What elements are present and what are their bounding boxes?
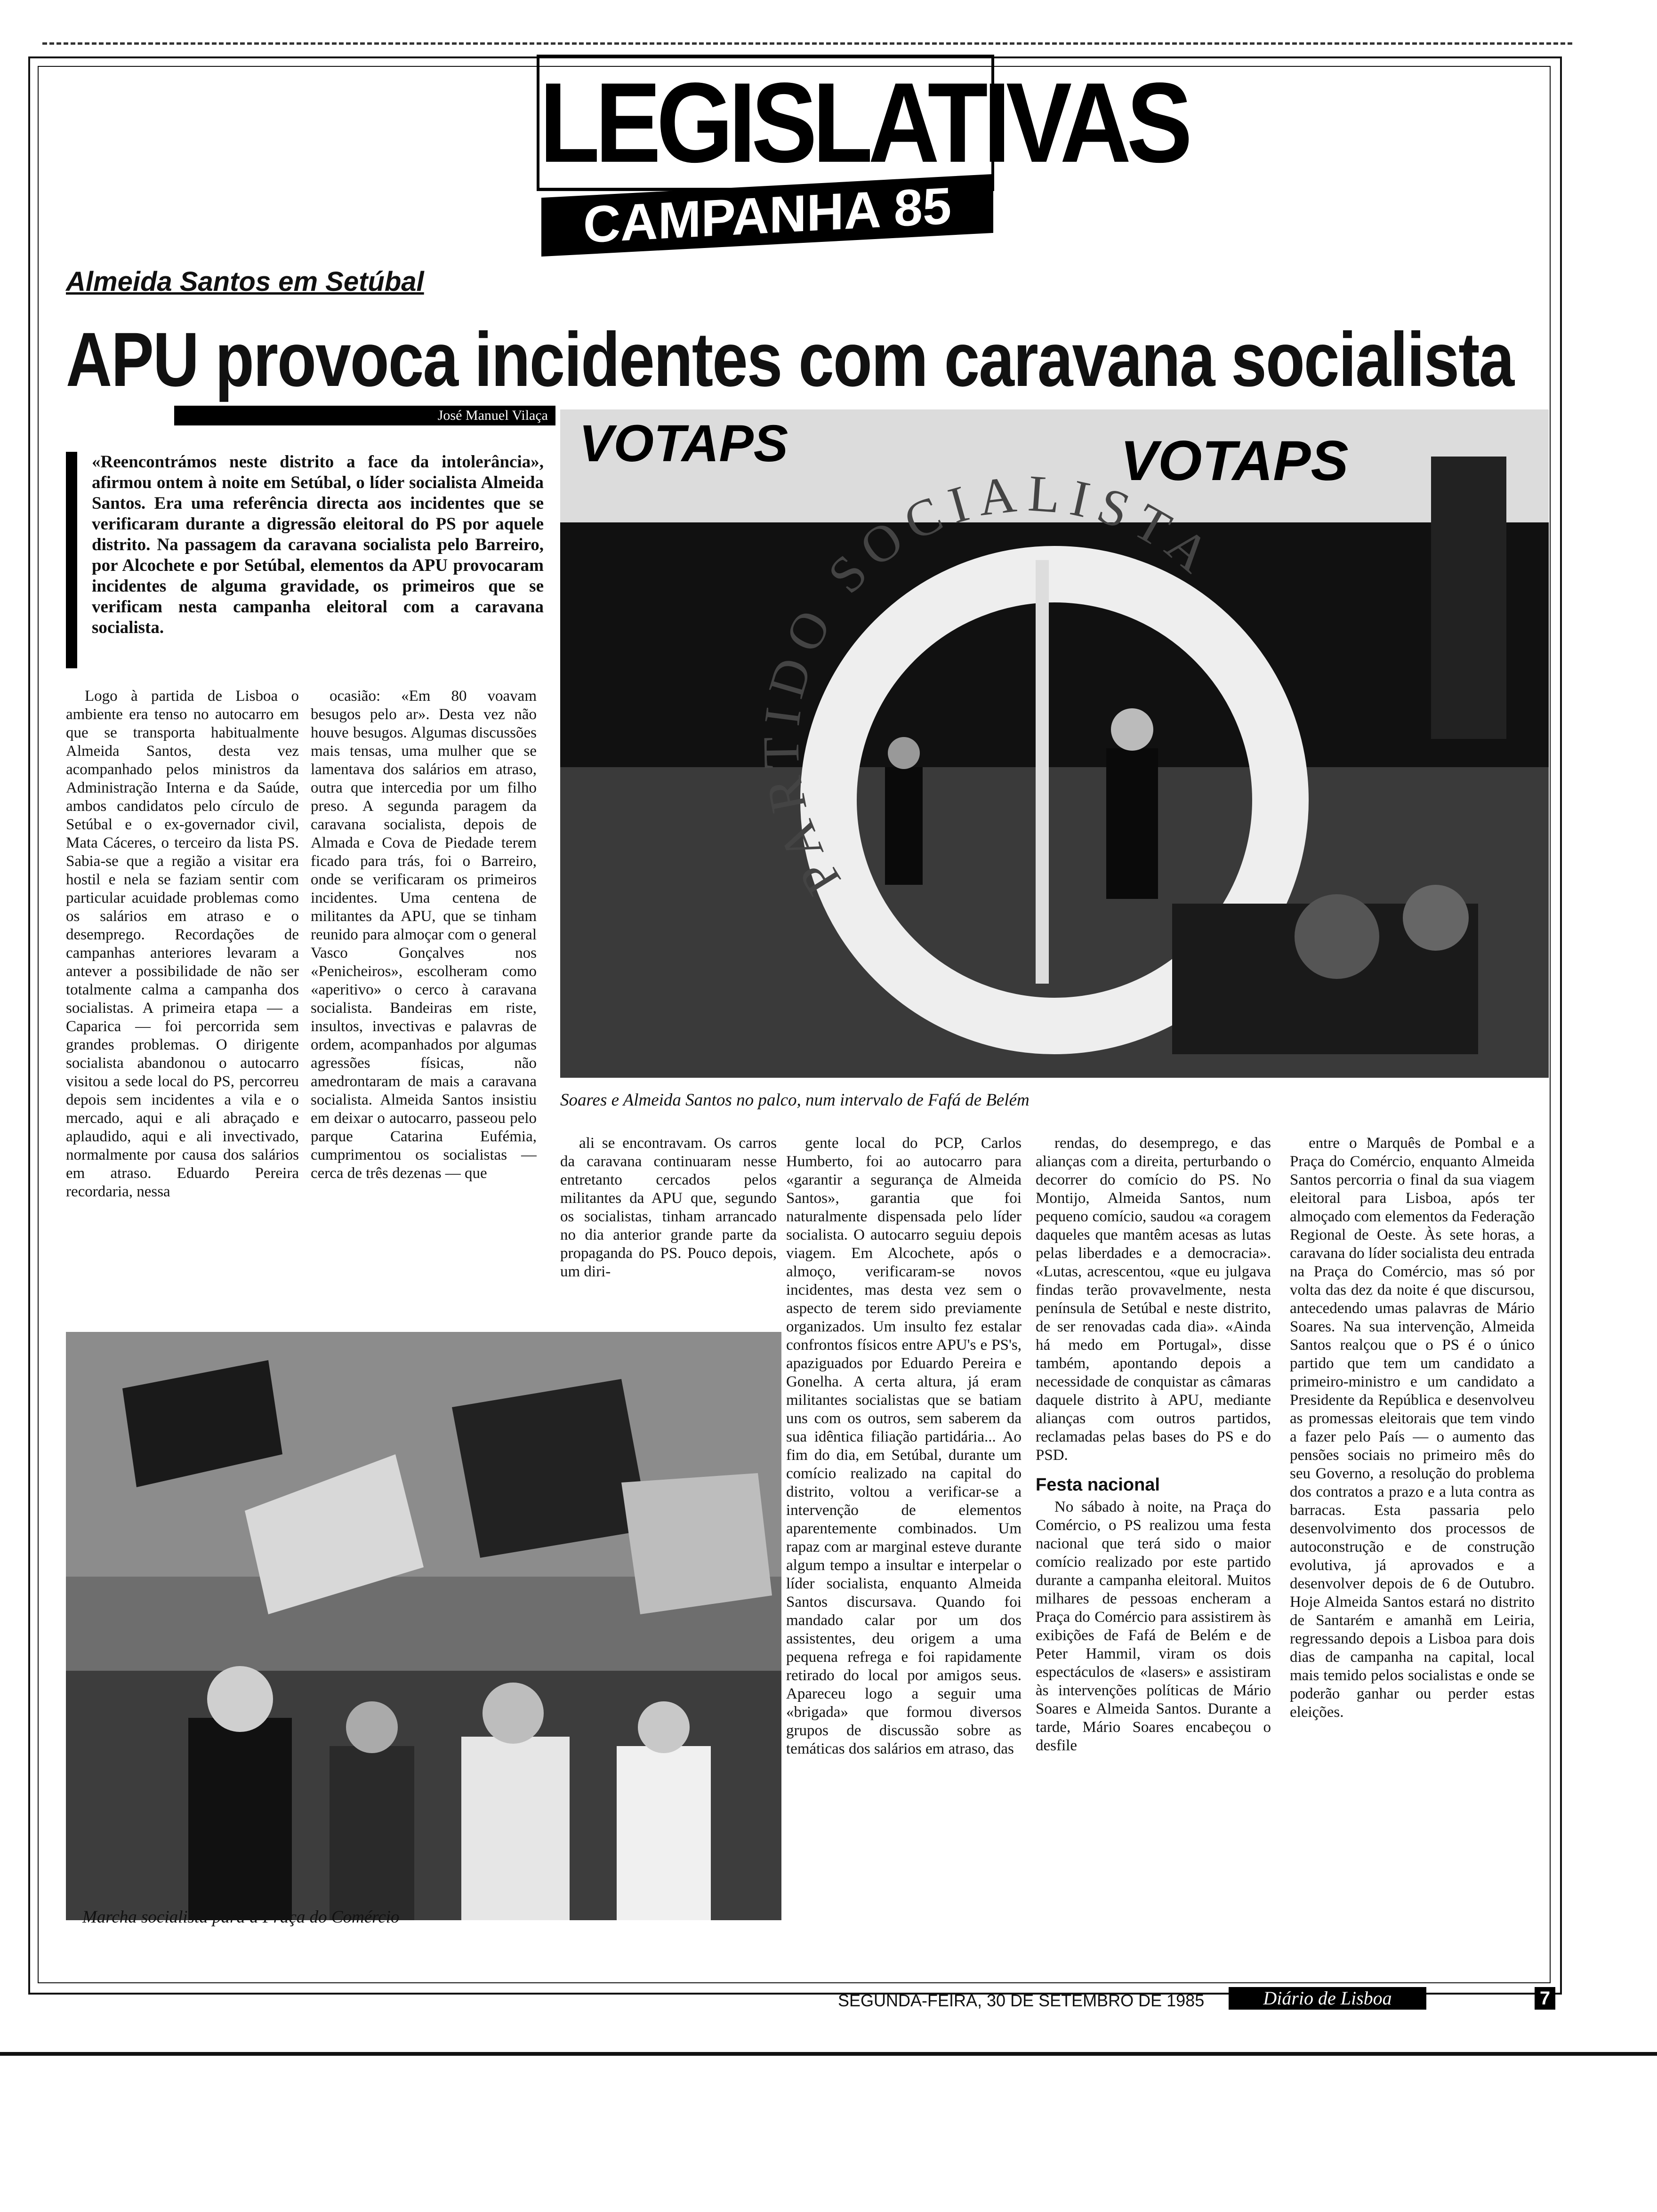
- article-column-2: ocasião: «Em 80 voavam besugos pelo ar». Desta vez não houve besugos. Algumas discussões mais tensas, uma mulher que se lamentava dos salários em atraso, outra que intercedia por um filho preso. A segunda paragem da caravana socialista, depois de Almada e Cova de Piedade terem ficado para trás, foi o Barreiro, onde se verificaram os primeiros incidentes. Uma centena de militantes da APU, que se tinham reunido para almoçar com o general Vasco Gonçalves nos «Penicheiros», escolheram como «aperitivo» o cerco à caravana socialista. Bandeiras em riste, insultos, invectivas e palavras de ordem, acompanhados por algumas agressões físicas, não amedrontaram de mais a caravana socialista. Almeida Santos insistiu em deixar o autocarro, passeou pelo parque Catarina Eufémia, cumprimentou os socialistas — cerca de três dezenas — que: [311, 688, 537, 1182]
- page-number: 7: [1535, 1987, 1555, 2010]
- bottom-rule: [0, 2052, 1657, 2056]
- photo-caption-stage: Soares e Almeida Santos no palco, num intervalo de Fafá de Belém: [560, 1090, 1030, 1110]
- article-column-3: ali se encontravam. Os carros da caravana continuaram nesse entretanto cercados pelos militantes da APU que, segundo os socialistas, tinham arrancado no dia anterior grande parte da propaganda do PS. Pouco depois, um diri-: [560, 1135, 777, 1280]
- figure-soares: [1106, 748, 1158, 899]
- article-column-4: gente local do PCP, Carlos Humberto, foi ao autocarro para «garantir a segurança de Almeida Santos», garantia que foi naturalmente dispensada pelo líder socialista. O autocarro seguiu depois viagem. Em Alcochete, após o almoço, verificaram-se novos incidentes, mas desta vez sem o aspecto de terem sido previamente organizados. Um insulto fez estalar confrontos físicos entre APU's e PS's, apaziguados por Eduardo Pereira e Gonelha. A certa altura, já eram militantes socialistas que se batiam uns com os outros, sem saberem da sua idêntica filiação partidária... Ao fim do dia, em Setúbal, durante um comício realizado na capital do distrito, voltou a verificar-se a intervenção de elementos aparentemente combinados. Um rapaz com ar marginal esteve durante algum tempo a insultar e interpelar o líder socialista, enquanto Almeida Santos discursava. Quando foi mandado calar por um dos assistentes, deu origem a uma pequena refrega e foi rapidamente retirado do local por amigos seus. Apareceu logo a seguir uma «brigada» que formou diversos grupos de discussão sobre as temáticas dos salários em atraso, das: [786, 1135, 1022, 1757]
- votaps-sign-left: VOTAPS: [579, 415, 788, 473]
- votaps-sign-right: VOTAPS: [1120, 429, 1349, 492]
- article-column-1: Logo à partida de Lisboa o ambiente era tenso no autocarro em que se transporta habitualmente Almeida Santos, desta vez acompanhado pelos ministros da Administração Interna e da Saúde, ambos candidatos pelo círculo de Setúbal e o ex-governador civil, Mata Cáceres, o terceiro da lista PS. Sabia-se que a região a visitar era hostil e nela se faziam sentir com particular acuidade problemas como os salários em atraso e o desemprego. Recordações de campanhas anteriores levaram a antever a possibilidade de não ser totalmente calma a campanha dos socialistas. A primeira etapa — a Caparica — foi percorrida sem grandes problemas. O dirigente socialista abandonou o autocarro visitou a sede local do PS, percorreu depois sem incidentes a vila e o mercado, aqui e ali abraçado e aplaudido, aqui e ali invectivado, normalmente por causa dos salários em atraso. Eduardo Pereira recordaria, nessa: [66, 688, 299, 1200]
- figure-almeida-santos: [885, 767, 923, 885]
- footer-date: SEGUNDA-FEIRA, 30 DE SETEMBRO DE 1985: [838, 1991, 1205, 2010]
- stage-photo: [560, 409, 1549, 1078]
- headline: APU provoca incidentes com caravana socialista: [66, 316, 1514, 402]
- photo-caption-march: Marcha socialista para a Praça do Comércio: [82, 1907, 400, 1927]
- march-photo: [66, 1332, 781, 1920]
- top-dashed-rule: [42, 42, 1572, 45]
- march-photo-drawing: [66, 1332, 781, 1920]
- section-heading-festa-nacional: Festa nacional: [1036, 1475, 1160, 1495]
- banner-subtitle: CAMPANHA 85: [541, 174, 993, 256]
- section-banner: [518, 59, 1188, 254]
- stage-photo-drawing: [560, 409, 1549, 1078]
- footer-masthead: Diário de Lisboa: [1229, 1987, 1426, 2010]
- ring-lettering: PARTIDO SOCIALISTA: [752, 464, 1228, 905]
- lead-paragraph: «Reencontrámos neste distrito a face da intolerância», afirmou ontem à noite em Setúbal, o líder socialista Almeida Santos. Era uma referência directa aos incidentes que se verificaram durante a digressão eleitoral do PS por aquele distrito. Na passagem da caravana socialista pelo Barreiro, por Alcochete e por Setúbal, elementos da APU provocaram incidentes de alguma gravidade, os primeiros que se verificam nesta campanha eleitoral com a caravana socialista.: [92, 452, 544, 637]
- byline: José Manuel Vilaça: [174, 406, 555, 425]
- banner-title: LEGISLATIVAS: [537, 55, 994, 191]
- article-column-5: rendas, do desemprego, e das alianças com a direita, perturbando o decorrer do comício do PS. No Montijo, Almeida Santos, num pequeno comício, saudou «a coragem daqueles que mantêm acesas as lutas pelas liberdades e a democracia». «Lutas, acrescentou, «que eu julgava findas terão provavelmente, nesta península de Setúbal e neste distrito, de ser renovadas cada dia». «Ainda há medo em Portugal», disse também, apontando depois a necessidade de conquistar as câmaras daquele distrito à APU, mediante alianças com outros partidos, reclamadas pelas bases do PS e do PSD. Festa nacional No sábado à noite, na Praça do Comércio, o PS realizou uma festa nacional que terá sido o maior comício realizado por este partido durante a campanha eleitoral. Muitos milhares de pessoas encheram a Praça do Comércio para assistirem às exibições de Fafá de Belém e de Peter Hammil, viram os dois espectáculos de «lasers» e assistiram às intervenções políticas de Mário Soares e Almeida Santos. Durante a tarde, Mário Soares encabeçou o desfile: [1036, 1135, 1271, 1754]
- article-column-6: entre o Marquês de Pombal e a Praça do Comércio, enquanto Almeida Santos percorria o final da sua viagem eleitoral para Lisboa, após ter almoçado com elementos da Federação Regional de Oeste. Às sete horas, a caravana do líder socialista deu entrada na Praça do Comércio, mas só por volta das dez da noite é que discursou, antecedendo umas palavras de Mário Soares. Na sua intervenção, Almeida Santos realçou que o PS é o único partido que tem um candidato a primeiro-ministro e um candidato a Presidente da República e desenvolveu as promessas eleitorais que tem vindo a fazer pelo País — o aumento das pensões sociais no primeiro mês do seu Governo, a resolução do problema dos contratos a prazo e a luta contra as barracas. Esta passaria pelo desenvolvimento dos processos de autoconstrução e de construção evolutiva, já aprovados e a desenvolver depois de 6 de Outubro. Hoje Almeida Santos estará no distrito de Santarém e amanhã em Leiria, regressando depois a Lisboa para dois dias de campanha na capital, local mais temido pelos socialistas e onde se poderão ganhar ou perder estas eleições.: [1290, 1135, 1535, 1721]
- lead-bar: [66, 452, 77, 668]
- kicker: Almeida Santos em Setúbal: [66, 266, 424, 297]
